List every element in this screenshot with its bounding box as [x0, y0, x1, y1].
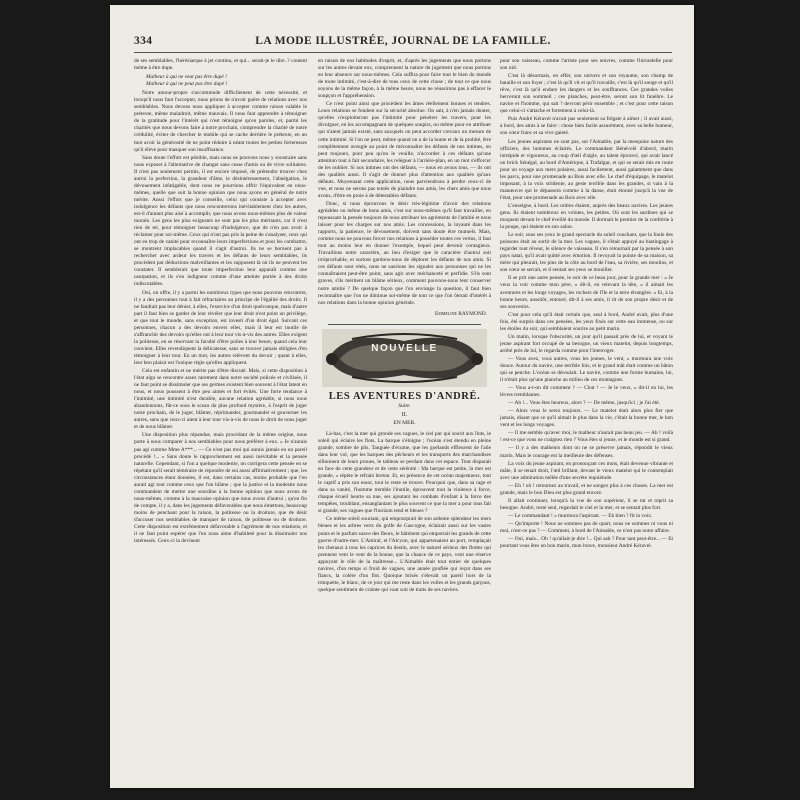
paragraph: — Oui, mais... Oh ! qu'allait-je dire !... Qui sait ? Pour tant peut-être... — Et pourtant vous êtes un bon marin, mon brave, monsieur André Kéravel.	[500, 536, 673, 550]
journal-title: LA MODE ILLUSTRÉE, JOURNAL DE LA FAMILLE.	[255, 35, 551, 47]
verse-line: Malheur à qui ne peut pas être dupé !	[146, 81, 228, 88]
paragraph: Oui, on offre, il y a parmi les nombreux types que nous pouvons rencontrer, il y a des personnes tout à fait réfractaires au principe de l'égalité des droits. Il ne faudrait pas leur dénier, à elles, l'exercice d'un droit quelconque, mais d'autre part il faut bien se garder de leur révéler que leur droit n'est point un privilège, et que tout le monde, sans exception, est investi d'un droit égal. Suivant ces personnes, chacun a des devoirs envers elles, mais il leur est inutile de s'affranchir des devoirs qu'elles ont à leur tour vis-à-vis des autres. Elles exigent la politesse, en se réservant la faculté d'être polies à leur heure, quand cela leur convient. Elles revendiquent la délicatesse, sans se trouver jamais obligées d'en témoigner à leur tour. En un mot, les autres relèvent du devoir ; quant à elles, leur bon plaisir est l'unique règle qu'elles appliquent.	[134, 289, 307, 366]
paragraph: C'est pour cela qu'il était certain que, seul à bord, André avait, plus d'une fois, été surpris dans ces pensées, les yeux fixés sur cette eau immense, ou sur les étoiles du soir, qui semblaient sourire au petit marin.	[500, 311, 673, 332]
paragraph: L'enseigne, à bord. Les ordres étaient, auprès des beaux navires. Les jeunes gens. Ils étaient nombreux en volutes, les petites. Où sont les sardines qui se moquent devant le chef éveillé du monde. Il dormait le premier de la confrérie à la poupe, qui étaient en son salon.	[500, 202, 673, 231]
paragraph: Cela est enfantin et ne mérite pas d'être discuté. Mais, si cette disposition à l'état aigu se rencontre assez rarement dans notre société policée et civilisée, il ne faut point se dissimuler que ses germes existent bien souvent à l'état latent en nous, et nous poussent à être peu aimés et fort évités. Une forte tendance à l'intimité, une intimité n'est durable, aucune relation agréable, si nous nous abandonnons, fût-ce sous le sceau du plus profond mystère, à l'esprit de juger notre prochain, de le juger, blâmer, réprimander, gourmander et gouverner les autres, sans que ceux-ci aient à leur tour vis-à-vis de nous le droit de nous juger et de nous blâmer.	[134, 368, 307, 431]
banner-word: NOUVELLE	[371, 342, 438, 354]
paragraph: — Ah !... Vous êtes heureux, alors ? — De même, jusqu'ici ; je l'ai été.	[508, 400, 660, 407]
author-signature: Emmeline RAYMOND.	[434, 310, 487, 317]
paragraph: Ce même soleil souriant, qui empourprait de son ardente splendeur les mers bleues et les arbres verts du golfe de Gascogne, éclairait aussi sur les vastes ponts et le parfum suave des fleurs, le bâtiment qui emportait les grands de cette guerre d'outre-mer. L'Amiral, et l'Alcyon, qui appartenaient au port, remplaçait les chenaux à tous les caprices du destin, avec le naturel sérieux des flottes qui prennent vent le vent de la bonne, que la chance de ce pays, vent une réserve appuyant le rôle de la maîtresse... L'Aimable était tout entier de quelques navires, d'un temps si froid de vagues, une année gonflée qui reçut dans ses flancs, la colère d'un flot. Quoique brisés s'élevait un pareil hors de la trinquette, le blanc, de ce jour qui me reste dans les voiles et les grands garçons, quelque sentiment de crainte qui vaut soit de traits de ses navires.	[318, 516, 491, 593]
paragraph: Les jeunes aspirants ne sont pas, sur l'Aimable, par la mesquine nature des officiers, des hommes éclairés. Le commandant Bénévolé d'abord, marin intrépide et vigoureux, au coup d'œil d'aigle, au talent éprouvé, qui avait lancé un brick Sénégal, au bord d'Amérique, à Trafalgar, et qui se serait mis en route pour un voyage aux mers polaires, aussi facilement, aussi galamment que dans les parcs, pour une promenade au Bois avec elle. Le chef d'équipage, le matelot imposant, à la voix stridente, au geste terrible dans les grandes, si vain à la manœuvre qui le dépassera comme à la danse, était étonné jusqu'à la vue de l'état, pour une promenade au Bois avec elle.	[500, 138, 673, 201]
paragraph: — Vous a-t-on dit comment ? — Chut ! — Je le veux, » dit-il en lui, les lèvres tremblantes.	[500, 385, 673, 399]
paragraph: C'est là désormais, en effet, son univers et son royaume, son champ de bataille et son foyer ; c'est là qu'il vit et qu'il travaille, c'est là qu'il songe et qu'il rêve, c'est là qu'il endure les dangers et les souffrances. Ces grandes voiles berceront son sommeil ; ces planches, peut-être, seront son lit funèbre. Le navire et l'homme, qui sait ? devront périr ensemble ; et c'est pour cette raison que celui-ci s'attache et fortement à celui-là.	[500, 73, 673, 115]
paragraph: Sans doute l'effort est pénible, mais nous ne pouvons nous y soustraire sans nous exposer à l'alternative de changer sans cesse d'amis ou de vivre solitaires. Il n'est pas seulement permis, il est encore imposé, de prétendre trouver chez autrui la perfection, la grandeur d'âme, le désintéressement, l'abnégation, le dévouement infatigable, dont nous ne pourrions offrir l'équivalent en nous-mêmes, quelle que soit la bonne opinion que nous ayons en général de notre mérite. Aussi l'effort que je conseille, celui qui consiste à accepter avec indulgence les défauts que nous rencontrerons inévitablement chez les autres, est-il d'autant plus aisé à accomplir, que nous avons nous-mêmes plus de valeur morale. Les gens les plus exigeants ne sont pas les plus méritants, car il n'est rien de tel, pour témoigner beaucoup d'indulgence, que de n'en pas avoir à réclamer pour soi-même. Ceux qui n'ont pas pris la peine de s'analyser, ceux qui ont eu trop de vanité pour reconnaître leurs imperfections et pour les combattre, se montrent implacables quand il s'agit d'autrui. Ils ne se bornent pas à rechercher avec ardeur les travers et les défauts de leurs semblables, ils procèdent par déductions malveillantes et les supposent là où ils ne peuvent les constater. Il semblerait que toute imperfection leur apparaît comme une usurpation, et ils s'en indignent comme d'une atteinte portée à des droits indiscutables.	[134, 154, 307, 288]
paragraph: — Le commandant ! » murmura l'aspirant. — Eh bien ? fit la voix.	[508, 512, 653, 519]
paragraph: — Vous avez, vous autres, vous les jeunes, le vent, » murmura une voix douce. Autour du navire, une terrible fois, et le grand mât était comme un bâton qui se penche. L'océan se déroulait. Le navire, comme une forme humaine, lui, il n'était plus qu'une planche au milieu de ces montagnes.	[500, 355, 673, 384]
paragraph: — Alors vous le serez toujours. — Le matelot était alors plus fier que jamais, disant que ce qu'il aimait le plus dans la vie, c'était la bonne mer, le bon vent et les longs voyages.	[500, 408, 673, 429]
paragraph: La voix du jeune aspirant, en prononçant ces mots, était devenue vibrante et mâle, il se tenait droit, l'œil brillant, devant le vieux matelot qui le contemplait avec une admiration mêlée d'une secrète inquiétude.	[500, 460, 673, 481]
paragraph: — Il me semble qu'avec moi, le malheur n'aurait pas beau jeu. — Ah ! voilà ! est-ce que vous ne craignez rien ? Vous êtes si jeune, et le monde est si grand.	[500, 430, 673, 444]
page-number: 334	[134, 35, 153, 47]
column-1	[134, 58, 307, 764]
paragraph: Il allait continuer, lorsqu'à la vue de son supérieur, il se tut et reprit sa besogne. André, resté seul, regardait le ciel et la mer, et se sentait plus fort.	[500, 497, 673, 511]
ornament-banner-graphic	[322, 329, 487, 387]
story-part-number: II.	[401, 411, 408, 418]
paragraph: en raison de nos habitudes d'esprit, et, d'après les jugements que nous portons sur les autres devant eux, comprennent la nature du jugement que nous portons en leur absence sur nous-mêmes. Cela suffira pour faire tout le bien du monde de toute intimité, c'est-à-dire de tous ceux de cette chose ; de tout ce que nous soyons de la même façon, à la même heure, nous ne réussirons pas à effacer le soupçon et l'appréhension.	[318, 58, 491, 100]
paragraph: Ce n'est point ainsi que procèdent les âmes réellement bonnes et tendres. Leurs relations se fondent sur la sécurité absolue. On sait, à n'en jamais douter, qu'elles n'exploiteront pas l'intimité pour pénétrer les travers, pour les divulguer, en les accompagnant de quelques soupirs, ou même pour en attribuer qui n'aient jamais existé, sans auxquels on peut accorder crevaux un mesure de cette intimité. Si l'on ne peut, même quand on a de la honte et de la probité, être complètement aveugle au point de méconnaître les défauts de nos intimes, on peut toujours, pour peu qu'on le veuille, n'accorder à ces défauts qu'une attention tout à fait secondaire, les reléguer à l'arrière-plan, en un mot s'efforcer de les oublier. Si nos intimes ont des défauts, — nous en avons tous, — ils ont des qualités aussi. Il s'agit de donner plus d'attention aux qualités qu'aux défauts. Moyennant cette application, nous parviendrons à perdre ceux-ci de vue, et nous ne serons pas tentés de plaindre nos amis, les chers amis que nous avons, d'être en proie à de détestables défauts.	[318, 101, 491, 199]
divider	[328, 324, 481, 325]
paragraph: Notre amour-propre s'accommode difficilement de cette nécessité, et lorsqu'il nous faut l'accepter, nous prions de n'avoir guère de relations avec nos semblables. Nous devons nous appliquer à accepter comme raison valable le prétexte, même maladroit, même mauvais. Il nous faut apprendre à témoigner de la gratitude pour l'intérêt qui n'est témoigné qu'en paroles, et, parmi les charités que nous devons faire à notre prochain, comprendre la charité de notre crédulité, éviter de chercher le mobile qui se cache derrière le prétexte, en un mot avoir la générosité de ne point réduire à néant toutes les petites forteresses qu'il élève pour masquer son insuffisance.	[134, 90, 307, 153]
story-subtitle: Suite.	[398, 402, 411, 409]
newspaper-page	[110, 5, 694, 788]
story-chapter-title: EN MER.	[393, 419, 416, 426]
page-header	[134, 32, 672, 53]
column-3	[500, 58, 673, 764]
verse	[146, 74, 307, 88]
column-2	[318, 58, 491, 764]
nouvelle-banner	[322, 329, 487, 387]
paragraph: Une disposition plus répandue, mais procédant de la même origine, nous porte à nous comparer à nos semblables pour nous préférer à eux. « Je n'aurais pas agi comme Mme A***... — Ce n'est pas moi qui aurais jamais eu un pareil procédé !... » Sans doute le rapprochement est aussi inévitable et la pensée naturelle. Cependant, si l'on a quelque modestie, on corrigera cette pensée en se répétant qu'il serait téméraire de répondre de soi aussi affirmativement ; que, les circonstances étant données, il est, dans certains cas, moins probable que l'on aurait agi tout comme ceux que l'on blâme ; que la justice et la modestie nous commandent de mettre une sourdine à la bonne opinion que nous avons de nous-mêmes, comme à la mauvaise opinion que nous avons d'autrui ; qu'en fin de compte, il y a, dans les jugements défavorables que nous émettons, beaucoup moins de penchant pour la raison, la politesse ou la droiture, que de désir d'accuser nos semblables de manquer de raison, de politesse ou de droiture. Cette disposition est extrêmement défavorable à l'agrément de nos relations, et il ne faut point espérer que l'on nous aime d'habileté pour la dissimuler nos intéressés. Ceux-ci la devinent	[134, 432, 307, 545]
paragraph: Puis André Kéravel n'avait pas seulement sa frégate à aimer ; il avait aussi, à bord, des amis à se faire : chose bien facile assurément, avec sa belle humeur, son cœur franc et sa vive gaieté.	[500, 116, 673, 137]
verse-line: Malheur à qui ne veut pas être dupé !	[146, 74, 227, 81]
paragraph: de ses semblables, l'hérésiarque à jet continu, et qui... serait-je le dire..? content même à être dupe.	[134, 58, 307, 72]
paragraph: Là-bas, c'est la mer qui gronde ses vagues, le ciel pur qui sourit aux îlots, le soleil qui éclaire les flots. La barque s'éloigne ; l'océan s'est étendu en pleine grande, sombre de plis. Tanguée d'écume, que les goélands effleurent de l'aile dans leur vol, que les barques des pêcheurs et les transports des marchandises sillonnent de leurs proues, le tableau se perdant dans cet espace. Tout disparait en face de cette grandeur et de cette sérénité : Ma barque est petite, la mer est grande, « répète le refrain breton. Et, en présence de cet océan majestueux, tout le captif a pris son essor, tout le reste se trouve. Pourquoi que, dans sa rage et dans sa vanité, l'homme tremble l'inutile, éprouvent tout la violence à force, chaque écueil heurte sa nue, ses ajoutant les combats d'enfant à la force des tempêtes, troublant, ensanglantant le plus souvent ce que la mer a pour tous fait si grande, ses vagues que l'horizon tend et bleues ?	[318, 430, 491, 515]
paragraph: — Eh ! oh ! retournez au travail, et ne songez plus à ces choses. La mer est grande, mais le bon Dieu est plus grand encore.	[500, 482, 673, 496]
paragraph: — Il y a des malheurs dont on ne se préserve jamais, répondit le vieux marin. Mais le courage est la meilleure des défenses.	[500, 445, 673, 459]
paragraph: pour son vaisseau, comme l'artiste pour ses œuvres, comme l'hirondelle pour son nid.	[500, 58, 673, 72]
paragraph: Donc, si nous éprouvons le désir très-légitime d'avoir des relations agréables ou même de bons amis, c'est sur nous-mêmes qu'il faut travailler, en repoussant la pensée toujours de nous attribuer les agréments de l'amitié et nous laisser pour les charges sur nos amis. Les concessions, la loyauté dans les rapports, la patience, le dévouement, doivent sans doute être mutuels. Mais, comme nous ne pouvons forcer nos relations à posséder toutes ces vertus, il faut tout au moins leur en donner l'exemple, lequel peut devenir contagieux. Travaillons notre caractère, au lieu d'exiger que le caractère d'autrui soit irréprochable, et surtout gardons-nous de déplorer les défauts de nos amis. Si ces défauts sont réels, nous ne saurions les signaler aux personnes qui ne les connaîtraient peut-être point, sans agir avec méchanceté et perfidie. S'ils sont graves, s'ils méritent un blâme sérieux, comment pouvons-nous leur conserver notre amitié ? De quelque façon que l'on envisage la question, il faut bien reconnaître que l'on ne diminue soi-même de tout ce que l'on ôterait d'intérêt à nos relations dans la bonne opinion générale.	[318, 200, 491, 306]
story-title: LES AVENTURES D'ANDRÉ.	[328, 390, 481, 402]
paragraph: Un matin, lorsque l'obscurité, un jour qu'il passait près de lui, et voyant le jeune aspirant fort occupé de sa besogne, un vieux matelot, depuis longtemps, arrêté près de lui, le regarda comme pour l'interroger.	[500, 333, 673, 354]
paragraph: Il se prit une autre pensée, le soir de ce beau jour, pour la grande mer : « Je veux la voir comme mon père, » dit-il, en relevant la tête, « il aimait les aventures et les longs voyages, les rochers de l'île et la terre étrangère. » Et, à la bonne heure, aussitôt, entouré, dit-il à ses amis, il rit de son propre désir et de ses souvenirs.	[500, 275, 673, 310]
paragraph: Le soir, sous ses yeux le grand spectacle du soleil couchant, que la foule des poissons était au sortir de la mer. Les vagues, il s'était appuyé au bastingage à regarder tout rêveur, le silence de vaisseau. Il s'en retournait par la pensée à son pays natal, qu'il avait quitté avec émotion. Il revoyait la pointe de sa maison, sa mère qui pleurait, les pins de la côte au bord de l'eau, sa rivière, ses moulins, et son cœur se serrait, et il sentait ses yeux se mouiller.	[500, 232, 673, 274]
paragraph: — Qu'importe ! Nous ne sommes pas de quart, nous ne sommes ni vous ni moi, n'est-ce pas ? — Comment, à bord de l'Aimable, ce n'est pas notre affaire.	[500, 520, 673, 534]
